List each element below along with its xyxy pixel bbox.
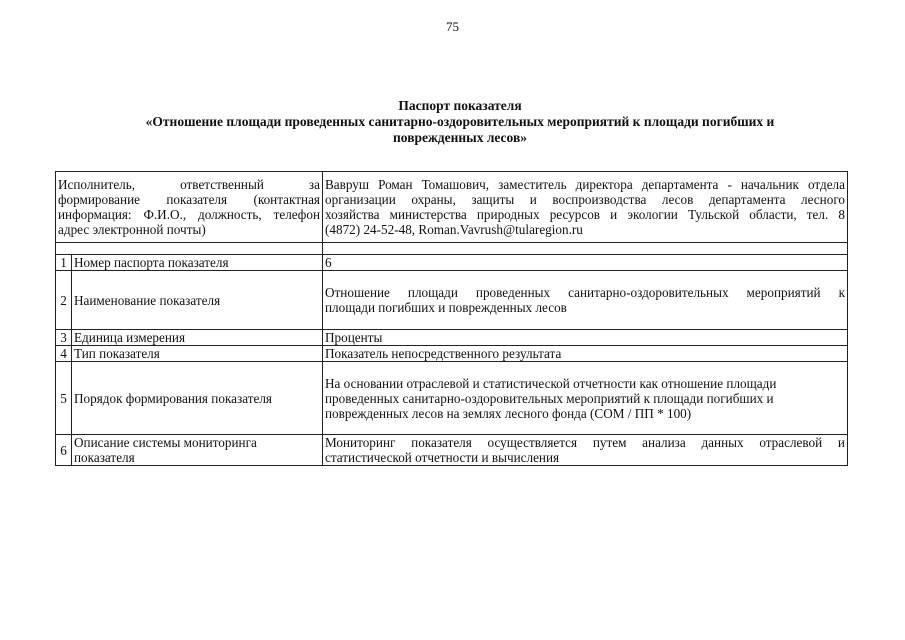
row-number: 2 <box>56 271 72 330</box>
responsible-label-cell <box>56 172 323 243</box>
title-line-1: Паспорт показателя <box>398 98 522 113</box>
responsible-label-line: адрес электронной почты) <box>58 222 206 237</box>
row-label <box>72 435 323 466</box>
row-label-line: Описание системы мониторинга <box>74 435 257 450</box>
responsible-value-cell <box>323 172 848 243</box>
row-label: Тип показателя <box>72 346 323 362</box>
row-value-line: площади погибших и поврежденных лесов <box>325 300 567 315</box>
responsible-label-line: информация: Ф.И.О., должность, телефон <box>58 207 320 222</box>
spacer-cell <box>56 243 323 255</box>
row-label-line: показателя <box>74 450 135 465</box>
responsible-value-line: хозяйства министерства природных ресурсов и экологии Тульской области, тел. 8 <box>325 207 845 222</box>
row-number: 5 <box>56 362 72 435</box>
row-value-line: Проценты <box>325 330 383 345</box>
title-line-3: поврежденных лесов» <box>393 130 527 145</box>
row-label: Порядок формирования показателя <box>72 362 323 435</box>
row-number: 1 <box>56 255 72 271</box>
row-value-line: поврежденных лесов на землях лесного фонда (СОМ / ПП * 100) <box>325 405 692 421</box>
table-row <box>56 435 848 466</box>
row-number: 6 <box>56 435 72 466</box>
row-number: 3 <box>56 330 72 346</box>
page-number: 75 <box>446 19 459 34</box>
row-value-line: статистической отчетности и вычисления <box>325 450 560 465</box>
table-row-spacer <box>56 243 848 255</box>
row-value <box>323 346 848 362</box>
title-line-2: «Отношение площади проведенных санитарно-оздоровительных мероприятий к площади погибших и <box>145 114 775 129</box>
row-value-line: проведенных санитарно-оздоровительных мероприятий к площади погибших и <box>325 390 774 406</box>
spacer-cell <box>323 243 848 255</box>
row-label: Единица измерения <box>72 330 323 346</box>
row-value-line: Показатель непосредственного результата <box>325 346 562 361</box>
row-value-line: Отношение площади проведенных санитарно-оздоровительных мероприятий к <box>325 285 845 300</box>
table-row <box>56 271 848 330</box>
row-value-line: 6 <box>325 255 332 270</box>
passport-table <box>55 171 848 466</box>
row-value <box>323 255 848 271</box>
row-value <box>323 330 848 346</box>
responsible-value-line: (4872) 24-52-48, Roman.Vavrush@tularegion.ru <box>325 222 583 237</box>
responsible-value-line: организации охраны, защиты и воспроизводства лесов департамента лесного <box>325 192 845 207</box>
table-row-responsible <box>56 172 848 243</box>
row-value-line: На основании отраслевой и статистической отчетности как отношение площади <box>325 375 777 391</box>
row-value-line: Мониторинг показателя осуществляется путем анализа данных отраслевой и <box>325 435 845 450</box>
row-number: 4 <box>56 346 72 362</box>
responsible-value-line: Вавруш Роман Томашович, заместитель директора департамента - начальник отдела <box>325 177 845 192</box>
row-label: Наименование показателя <box>72 271 323 330</box>
responsible-label-line: формирование показателя (контактная <box>58 192 320 207</box>
responsible-label-line: Исполнитель, ответственный за <box>58 177 320 192</box>
table-row <box>56 330 848 346</box>
row-label: Номер паспорта показателя <box>72 255 323 271</box>
table-row <box>56 346 848 362</box>
row-value <box>323 362 848 435</box>
row-value <box>323 271 848 330</box>
document-title <box>95 98 825 146</box>
table-row <box>56 255 848 271</box>
table-row <box>56 362 848 435</box>
row-value <box>323 435 848 466</box>
